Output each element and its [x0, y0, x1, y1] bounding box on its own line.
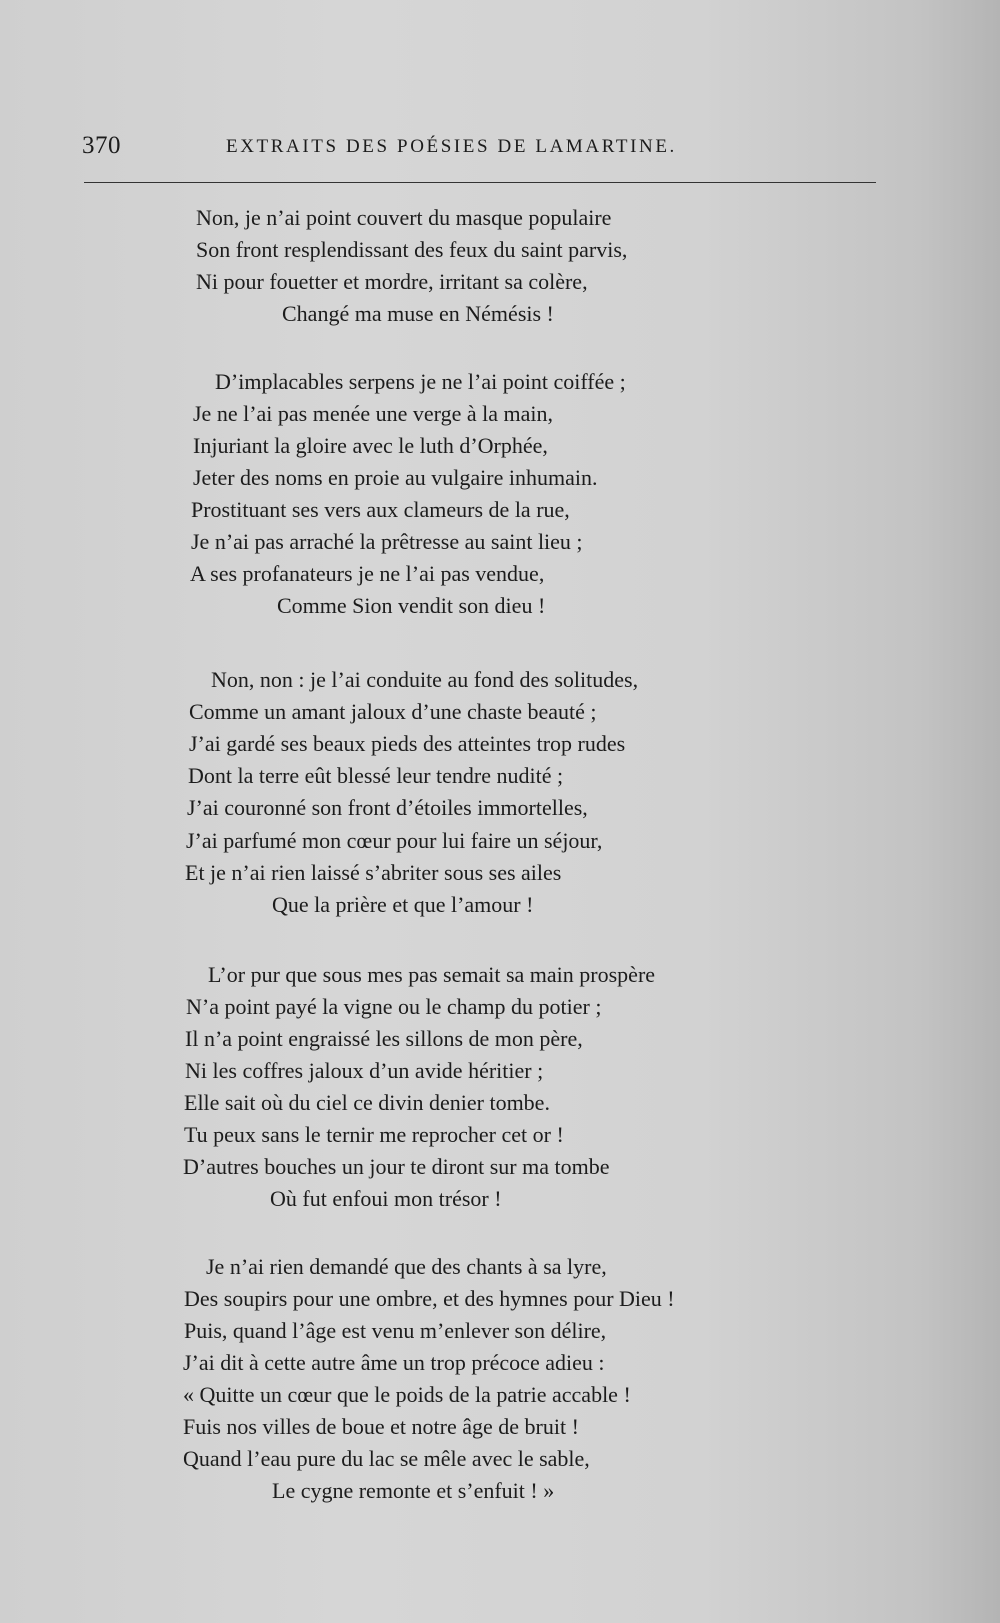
verse-line: Quand l’eau pure du lac se mêle avec le sable,: [183, 1446, 590, 1471]
verse-line: Dont la terre eût blessé leur tendre nudité ;: [188, 763, 564, 788]
verse-line: Fuis nos villes de boue et notre âge de bruit !: [183, 1414, 579, 1439]
verse-line: Je ne l’ai pas menée une verge à la main,: [193, 401, 553, 426]
verse-line: Où fut enfoui mon trésor !: [270, 1186, 502, 1211]
verse-line: Je n’ai rien demandé que des chants à sa lyre,: [206, 1254, 607, 1279]
verse-line: A ses profanateurs je ne l’ai pas vendue,: [190, 561, 545, 586]
verse-line: D’implacables serpens je ne l’ai point coiffée ;: [215, 369, 626, 394]
verse-line: Et je n’ai rien laissé s’abriter sous ses ailes: [185, 860, 562, 885]
header-rule: [84, 182, 876, 183]
verse-line: Prostituant ses vers aux clameurs de la rue,: [191, 497, 570, 522]
verse-line: Non, non : je l’ai conduite au fond des solitudes,: [211, 667, 639, 692]
verse-line: Comme Sion vendit son dieu !: [277, 593, 546, 618]
verse-line: Que la prière et que l’amour !: [272, 892, 534, 917]
verse-line: Elle sait où du ciel ce divin denier tombe.: [184, 1090, 550, 1115]
verse-line: Tu peux sans le ternir me reprocher cet or !: [184, 1122, 564, 1147]
verse-line: Ni pour fouetter et mordre, irritant sa colère,: [196, 269, 588, 294]
verse-line: Je n’ai pas arraché la prêtresse au saint lieu ;: [191, 529, 583, 554]
verse-line: Son front resplendissant des feux du saint parvis,: [196, 237, 628, 262]
verse-line: Puis, quand l’âge est venu m’enlever son délire,: [184, 1318, 607, 1343]
verse-line: Le cygne remonte et s’enfuit ! »: [272, 1478, 555, 1503]
verse-line: Ni les coffres jaloux d’un avide héritier ;: [185, 1058, 544, 1083]
verse-line: D’autres bouches un jour te diront sur ma tombe: [183, 1154, 610, 1179]
verse-line: J’ai dit à cette autre âme un trop précoce adieu :: [183, 1350, 605, 1375]
verse-line: Injuriant la gloire avec le luth d’Orphée,: [193, 433, 548, 458]
verse-line: « Quitte un cœur que le poids de la patrie accable !: [183, 1382, 631, 1407]
verse-line: Non, je n’ai point couvert du masque populaire: [196, 205, 612, 230]
verse-line: Changé ma muse en Némésis !: [282, 301, 554, 326]
verse-line: L’or pur que sous mes pas semait sa main prospère: [208, 962, 656, 987]
verse-line: J’ai parfumé mon cœur pour lui faire un séjour,: [186, 828, 603, 853]
verse-line: Il n’a point engraissé les sillons de mon père,: [185, 1026, 583, 1051]
verse-line: Comme un amant jaloux d’une chaste beauté ;: [189, 699, 597, 724]
verse-line: N’a point payé la vigne ou le champ du potier ;: [186, 994, 602, 1019]
page-number: 370: [82, 132, 121, 159]
running-title: EXTRAITS DES POÉSIES DE LAMARTINE.: [226, 136, 677, 157]
verse-line: Des soupirs pour une ombre, et des hymnes pour Dieu !: [184, 1286, 675, 1311]
verse-line: J’ai gardé ses beaux pieds des atteintes trop rudes: [189, 731, 626, 756]
verse-line: Jeter des noms en proie au vulgaire inhumain.: [193, 465, 598, 490]
verse-line: J’ai couronné son front d’étoiles immortelles,: [187, 795, 588, 820]
